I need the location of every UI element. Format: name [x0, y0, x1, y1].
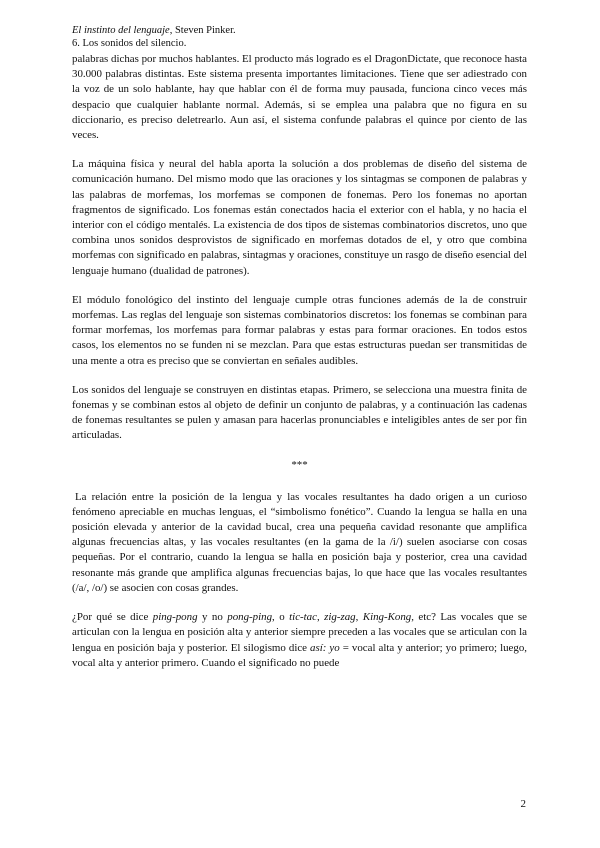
paragraph-6: [72, 610, 527, 671]
p6-text-f: , etc? Las vocales que se articulan con la lengua en posición alta y anterior siempre preceden a las vocales que se articulan con la lengua en posición baja y posterior. El silogismo dice: [72, 611, 527, 654]
example-king-kong: King-Kong: [362, 611, 412, 624]
p6-text-b: y no: [197, 611, 228, 624]
example-tic-tac: tic-tac: [289, 611, 317, 624]
syllogism-term: así: yo: [310, 641, 340, 654]
p6-text-a: ¿Por qué se dice: [72, 611, 153, 624]
p6-text-d: ,: [316, 611, 325, 624]
p6-text-c: , o: [272, 611, 290, 624]
example-ping-pong: ping-pong: [152, 611, 198, 624]
paragraph-2: La máquina física y neural del habla aporta la solución a dos problemas de diseño del sistema de comunicación humano. Del mismo modo que las oraciones y los sintagmas se componen de palabras y las palabras de morfemas, los morfemas se componen de fonemas. Pero los fonemas no aportan fragmentos de significado. Los fonemas están conectados hacia el exterior con el habla, y no hacia el interior con el código mentalés. La existencia de dos tipos de sistemas combinatorios discretos, uno que combina unos sonidos desprovistos de significado en morfemas dotados de el, y otro que combina morfemas con significado en palabras, sintagmas y oraciones, constituye un rasgo de diseño esencial del lenguaje humano (dualidad de patrones).: [72, 158, 527, 277]
chapter-title: 6. Los sonidos del silencio.: [72, 38, 187, 49]
book-title: El instinto del lenguaje: [72, 25, 170, 36]
p6-text-e: ,: [355, 611, 363, 624]
document-page: [72, 24, 527, 685]
example-pong-ping: pong-ping: [227, 611, 273, 624]
header-title-line: [72, 24, 527, 37]
paragraph-3: El módulo fonológico del instinto del lenguaje cumple otras funciones además de la de construir morfemas. Las reglas del lenguaje son sistemas combinatorios discretos: los fonemas se combinan para formar morfemas, los morfemas para formar palabras y estas para formar oraciones. En todos estos casos, los elementos no se funden ni se mezclan. Para que estas estructuras puedan ser transmitidas de una mente a otra es preciso que se conviertan en señales audibles.: [72, 293, 527, 367]
section-separator: ***: [291, 458, 308, 471]
example-zig-zag: zig-zag: [324, 611, 356, 624]
p6-text-g: = vocal alta y anterior; yo primero; luego, vocal alta y anterior primero. Cuando el significado no puede: [72, 641, 527, 669]
paragraph-1: palabras dichas por muchos hablantes. El producto más logrado es el DragonDictate, que reconoce hasta 30.000 palabras distintas. Este sistema presenta importantes limitaciones. Tiene que ser adiestrado con la voz de un solo hablante, hay que hablar con él de forma muy pausada, funciona cinco veces más despacio que cualquier hablante normal. Además, si se emplea una palabra que no figura en su diccionario, es preciso deletrearlo. Aun así, el sistema confunde palabras el quince por ciento de las veces.: [72, 53, 527, 142]
paragraph-4: Los sonidos del lenguaje se construyen en distintas etapas. Primero, se selecciona una muestra finita de fonemas y se combinan estos al objeto de definir un conjunto de palabras, y a continuación las cadenas de fonemas resultantes se pulen y amasan para hacerlas pronunciables e inteligibles antes de ser por fin articuladas.: [72, 383, 527, 442]
page-number: 2: [520, 798, 526, 810]
author-name: , Steven Pinker.: [169, 25, 236, 36]
paragraph-5: La relación entre la posición de la lengua y las vocales resultantes ha dado origen a un curioso fenómeno apreciable en muchas lenguas, el “simbolismo fonético”. Cuando la lengua se halla en una posición elevada y anterior de la cavidad bucal, crea una pequeña cavidad resonante que amplifica algunas frecuencias altas, y las vocales resultantes (en la gama de la /i/) suelen asociarse con cosas pequeñas. Por el contrario, cuando la lengua se halla en posición baja y posterior, crea una cavidad resonante más grande que amplifica algunas frecuencias bajas, lo que hace que las vocales resultantes (/a/, /o/) se asocien con cosas grandes.: [72, 490, 527, 594]
running-header: [72, 24, 527, 50]
